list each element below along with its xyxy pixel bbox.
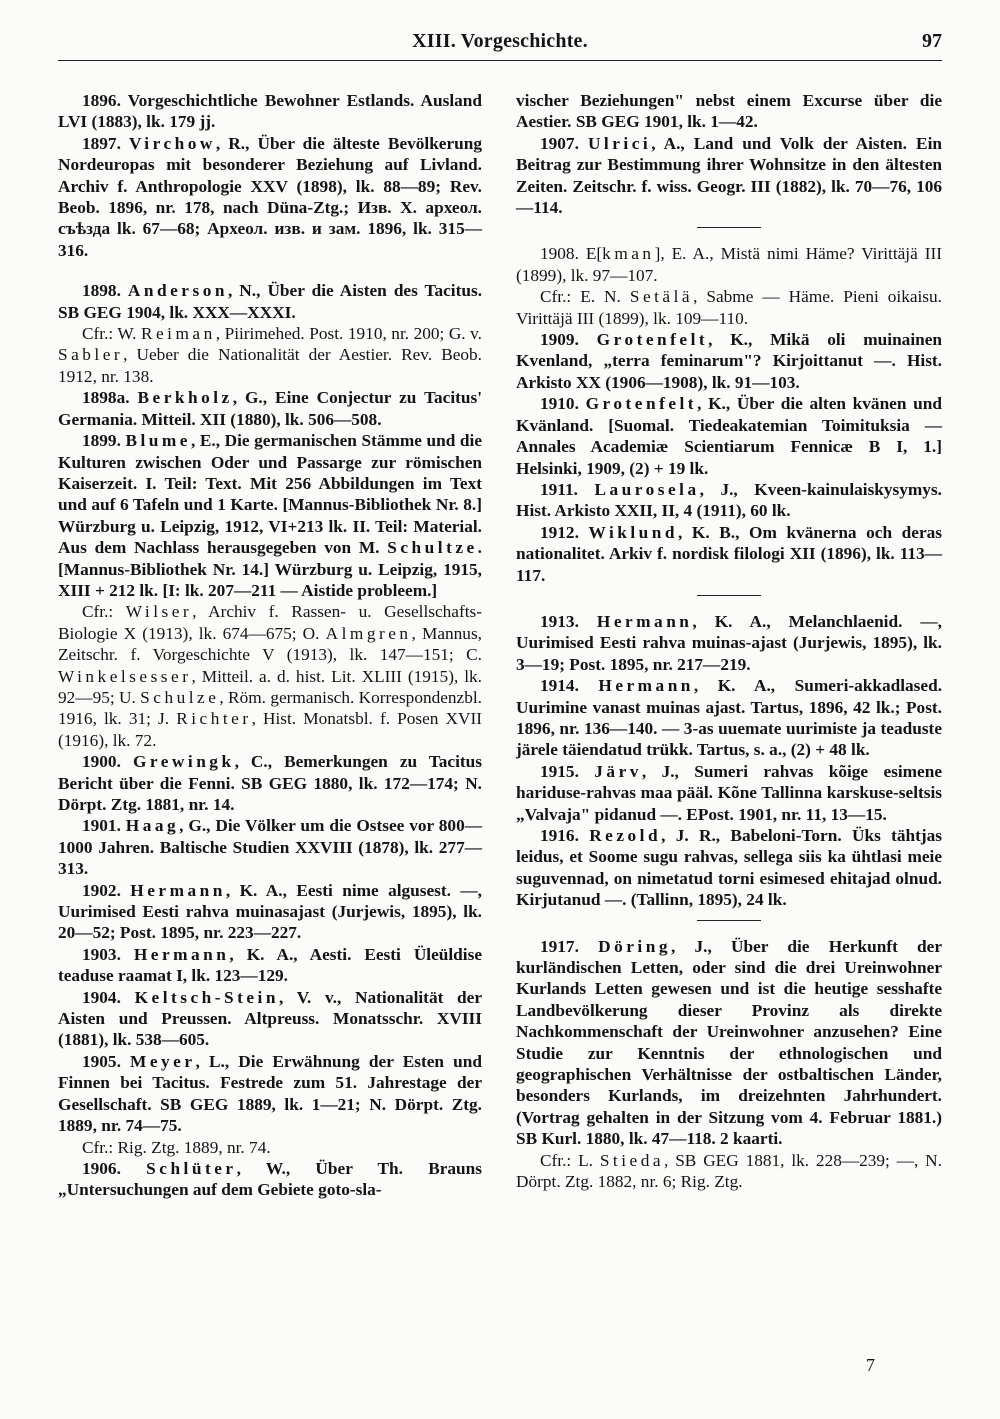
author-name: Hermann [598, 676, 694, 696]
entry-1907: 1907. Ulrici, A., Land und Volk der Aisten. Ein Beitrag zur Bestimmung ihrer Wohnsitze in den ältesten Zeiten. Zeitschr. f. wiss. Geogr. III (1882), lk. 70—76, 106—114. [516, 133, 942, 218]
section-gap [58, 261, 482, 280]
author-name: kman [602, 244, 655, 264]
section-divider [697, 595, 761, 596]
author-name: Virchow [128, 133, 216, 153]
entry-1905: 1905. Meyer, L., Die Erwähnung der Esten und Finnen bei Tacitus. Festrede zum 51. Jahrestage der Gesellschaft. SB GEG 1889, lk. 1—21; N. Dörpt. Ztg. 1889, nr. 74—75. [58, 1051, 482, 1136]
entry-1912: 1912. Wiklund, K. B., Om kvänerna och deras nationalitet. Arkiv f. nordisk filologi XII (1896), lk. 113—117. [516, 522, 943, 585]
author-name: Keltsch-Stein [134, 987, 279, 1007]
author-name: Laurosela [594, 479, 700, 499]
author-name: Haag [125, 816, 180, 836]
entry-1916: 1916. Rezold, J. R., Babeloni-Torn. Üks tähtjas leidus, et Soome sugu rahvas, sellega siis ka ühtlasi meie suguvennad, on nimetatud torni esimesed ehitajad olnud. Kirjutanud —. (Tallinn, 1895), 24 lk. [516, 826, 942, 910]
entry-1900: 1900. Grewingk, C., Bemerkungen zu Tacitus Bericht über die Fenni. SB GEG 1880, lk. 172—174; N. Dörpt. Ztg. 1881, nr. 14. [58, 752, 482, 814]
entry-1906: 1906. Schlüter, W., Über Th. Brauns „Untersuchungen auf dem Gebiete goto-sla- [58, 1158, 482, 1200]
entry-1909: 1909. Grotenfelt, K., Mikä oli muinainen Kvenland, „terra feminarum"? Kirjoittanut —. Hist. Arkisto XX (1906—1908), lk. 91—103. [516, 330, 943, 392]
header-rule [58, 60, 942, 61]
entry-1898a: 1898a. Berkholz, G., Eine Conjectur zu Tacitus' Germania. Mitteil. XII (1880), lk. 506—508. [58, 388, 483, 429]
entry-1897: 1897. Virchow, R., Über die älteste Bevölkerung Nordeuropas mit besonderer Beziehung auf Livland. Archiv f. Anthropologie XXV (1898), lk. 88—89; Rev. Beob. 1896, nr. 178, nach Düna-Ztg.; Изв. X. археол. съѣзда lk. 67—68; Археол. изв. и зам. 1896, lk. 315—316. [58, 133, 483, 260]
entry-1896: 1896. Vorgeschichtliche Bewohner Estlands. Ausland LVI (1883), lk. 179 jj. [58, 91, 482, 132]
entry-1911: 1911. Laurosela, J., Kveen-kainulaiskysymys. Hist. Arkisto XXII, II, 4 (1911), 60 lk. [516, 479, 942, 521]
author-name: Hermann [596, 611, 693, 631]
entry-1917-cfr: Cfr.: L. Stieda, SB GEG 1881, lk. 228—239; —, N. Dörpt. Ztg. 1882, nr. 6; Rig. Ztg. [516, 1150, 942, 1192]
entry-1903: 1903. Hermann, K. A., Aesti. Eesti Üleüldise teaduse raamat I, lk. 123—129. [58, 944, 482, 986]
entry-1913: 1913. Hermann, K. A., Melanchlaenid. —, Uurimised Eesti rahva muinas-ajast (Jurjewis, 1895), lk. 3—19; Post. 1895, nr. 217—219. [516, 611, 942, 674]
author-name: Wiklund [588, 522, 678, 542]
entry-1908-cfr: Cfr.: E. N. Setälä, Sabme — Häme. Pieni oikaisu. Virittäjä III (1899), lk. 109—110. [516, 287, 942, 328]
entry-1905-cfr: Cfr.: Rig. Ztg. 1889, nr. 74. [82, 1137, 271, 1157]
entry-1901: 1901. Haag, G., Die Völker um die Ostsee vor 800—1000 Jahren. Baltische Studien XXVIII (1878), lk. 277—313. [58, 816, 482, 879]
entry-1899-cfr: Cfr.: Wilser, Archiv f. Rassen- u. Gesellschafts-Biologie X (1913), lk. 674—675; O. Almgren, Mannus, Zeitschr. f. Vorgeschichte V (1913), lk. 147—151; C. Winkelsesser, Mitteil. a. d. hist. Lit. XLIII (1915), lk. 92—95; U. Schulze, Röm. germanisch. Korrespondenzbl. 1916, lk. 31; J. Richter, Hist. Monatsbl. f. Posen XVII (1916), lk. 72. [58, 602, 482, 750]
author-name: Berkholz [137, 388, 233, 408]
running-header [58, 30, 942, 58]
author-name: Rezold [589, 826, 662, 845]
entry-1898-cfr: Cfr.: W. Reiman, Piirimehed. Post. 1910, nr. 200; G. v. Sabler, Ueber die Nationalität der Aestier. Rev. Beob. 1912, nr. 138. [58, 324, 482, 386]
author-name: Döring [598, 936, 671, 956]
author-name: Hermann [133, 944, 230, 964]
entry-1915: 1915. Järv, J., Sumeri rahvas kõige esimene hariduse-rahvas maa pääl. Kõne Tallinna karskuse-seltsis „Valvaja" pidanud —. EPost. 1901, nr. 11, 13—15. [516, 761, 942, 824]
author-name: Anderson [127, 281, 228, 301]
signature-mark: 7 [866, 1355, 875, 1375]
right-column [516, 90, 942, 1193]
entry-1898: 1898. Anderson, N., Über die Aisten des Tacitus. SB GEG 1904, lk. XXX—XXXI. [58, 281, 483, 322]
left-column [58, 90, 482, 1201]
author-name: Järv [594, 761, 642, 781]
section-divider [697, 227, 761, 228]
author-name: Grotenfelt [596, 330, 709, 350]
author-name: Grotenfelt [585, 394, 698, 414]
author-name: Blume [125, 431, 191, 451]
entry-1906-continued: vischer Beziehungen" nebst einem Excurse über die Aestier. SB GEG 1901, lk. 1—42. [516, 91, 942, 132]
entry-1914: 1914. Hermann, K. A., Sumeri-akkadlased. Uurimine vanast muinas ajast. Tartus, 1896, 42 lk.; Post. 1896, nr. 136—140. — 3-as uuemate uurimiste ja teaduste järele täiendatud trükk. Tartus, s. a., (2) + 48 lk. [516, 676, 943, 760]
author-name: Hermann [130, 880, 226, 900]
author-name: Grewingk [132, 752, 235, 772]
author-name: Ulrici [587, 133, 652, 153]
section-title: XIII. Vorgeschichte. [412, 30, 588, 52]
entry-1910: 1910. Grotenfelt, K., Über die alten kvänen und Kvänland. [Suomal. Tiedeakatemian Toimituksia — Annales Academiæ Scientiarum Fennicæ B I, 1.] Helsinki, 1909, (2) + 19 lk. [516, 394, 943, 478]
author-name: Meyer [130, 1051, 196, 1071]
page-number: 97 [922, 30, 942, 52]
section-divider [697, 920, 761, 921]
entry-1899: 1899. Blume, E., Die germanischen Stämme und die Kulturen zwischen Oder und Passarge zur römischen Kaiserzeit. I. Teil: Text. Mit 256 Abbildungen im Text und auf 6 Tafeln und 1 Karte. [Mannus-Bibliothek Nr. 8.] Würzburg u. Leipzig, 1912, VI+213 lk. II. Teil: Material. Aus dem Nachlass herausgegeben von M. Schultze. [Mannus-Bibliothek Nr. 14.] Würzburg u. Leipzig, 1915, XIII + 212 lk. [I: lk. 207—211 — Aistide probleem.] [58, 431, 482, 600]
entry-1902: 1902. Hermann, K. A., Eesti nime algusest. —, Uurimised Eesti rahva muinasajast (Jurjewis, 1895), lk. 20—52; Post. 1895, nr. 223—227. [58, 880, 482, 943]
author-name: Schlüter [146, 1158, 237, 1178]
entry-1904: 1904. Keltsch-Stein, V. v., Nationalität der Aisten und Preussen. Altpreuss. Monatsschr. XVIII (1881), lk. 538—605. [58, 987, 482, 1050]
entry-1917: 1917. Döring, J., Über die Herkunft der kurländischen Letten, oder sind die drei Ureinwohner Kurlands Letten gewesen und ist die heutige sesshafte Landbevölkerung dieser Provinz als direkte Nachkommenschaft der Ureinwohner anzusehen? Eine Studie zur Kenntnis der ethnologischen und geographischen Verhältnisse der ostbaltischen Länder, besonders Kurlands, im dreizehnten Jahrhundert. (Vortrag gehalten in der Sitzung vom 4. Februar 1881.) SB Kurl. 1880, lk. 47—118. 2 kaarti. [516, 936, 943, 1149]
entry-1908: 1908. E[kman], E. A., Mistä nimi Häme? Virittäjä III (1899), lk. 97—107. [516, 244, 942, 285]
